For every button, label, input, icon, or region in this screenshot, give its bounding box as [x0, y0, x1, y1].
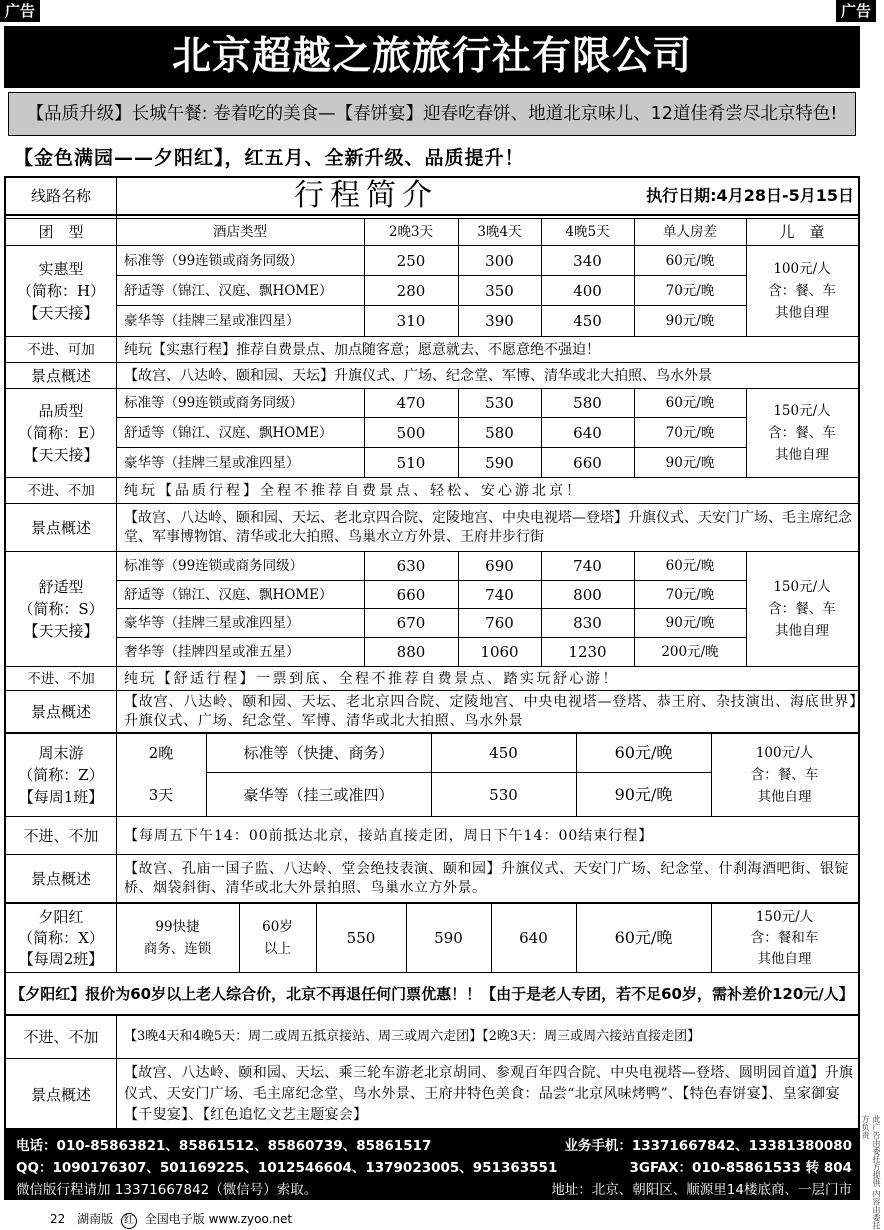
policy-label: 不进、可加	[27, 341, 95, 358]
package-frequency: 【天天接】	[23, 446, 99, 464]
package-abbr: （简称：H）	[16, 282, 106, 300]
phone-numbers: 电话：010-85863821、85861512、85860739、85861517	[16, 1138, 432, 1154]
page-number: 22	[50, 1212, 66, 1226]
package-zhoumo-label	[6, 734, 116, 816]
spots-label: 景点概述	[30, 518, 91, 537]
price-cell: 470	[396, 394, 426, 412]
package-abbr: （简称：Z）	[18, 766, 104, 784]
ad-label-right: 广告	[836, 0, 876, 22]
hotel-cell: 标准等（99连锁或商务同级）	[124, 558, 304, 574]
spots-label: 景点概述	[30, 869, 91, 888]
price-cell: 690	[485, 557, 514, 575]
col-3n4d: 3晚4天	[477, 224, 522, 240]
package-pinzhi-label	[6, 389, 116, 477]
hotel-cell: 舒适等（锦江、汉庭、飘HOME）	[124, 424, 333, 441]
single-supplement-cell: 60元/晚	[614, 928, 673, 947]
package-shihui-label	[6, 246, 116, 336]
price-cell: 550	[346, 929, 376, 947]
qq-numbers: QQ：1090176307、501169225、1012546604、1379023005、951363551	[16, 1160, 558, 1176]
price-cell: 450	[573, 312, 602, 330]
single-supplement-cell: 90元/晚	[665, 454, 715, 471]
single-supplement-cell: 90元/晚	[665, 313, 715, 329]
price-cell: 880	[396, 643, 426, 661]
policy-text: 纯玩【舒适行程】一票到底、全程不推荐自费景点、踏实玩舒心游！	[124, 670, 619, 687]
package-frequency: 【每周2班】	[18, 949, 104, 968]
spots-label: 景点概述	[30, 1085, 91, 1104]
package-name: 周末游	[38, 744, 84, 762]
wechat-note: 微信版行程请加 13371667842（微信号）索取。	[16, 1182, 318, 1198]
package-frequency: 【每周1班】	[18, 788, 104, 806]
price-cell: 1060	[480, 643, 519, 661]
spots-text: 【故宫、八达岭、颐和园、天坛】升旗仪式、广场、纪念堂、军博、清华或北大拍照、鸟水外景	[124, 367, 712, 384]
hotel-cell: 豪华等（挂牌三星或准四星）	[124, 313, 300, 329]
price-cell: 740	[485, 585, 514, 604]
col-group-type: 团 型	[38, 223, 84, 241]
price-cell: 640	[519, 929, 548, 947]
price-cell: 640	[573, 423, 602, 442]
policy-text: 【每周五下午14：00前抵达北京，接站直接走团，周日下午14：00结束行程】	[124, 827, 654, 844]
newspaper-logo-icon: 红	[121, 1213, 137, 1229]
price-cell: 450	[489, 744, 518, 762]
hotel-cell: 豪华等（挂牌三星或准四星）	[124, 615, 300, 631]
price-cell: 510	[396, 453, 426, 472]
price-cell: 830	[573, 614, 602, 632]
duration-nights: 2晚	[148, 744, 174, 762]
price-cell: 580	[485, 423, 514, 442]
single-supplement-cell: 200元/晚	[661, 644, 719, 660]
fax-number: 3GFAX：010-85861533 转 804	[629, 1160, 852, 1176]
hotel-cell: 豪华等（挂三或准四）	[243, 785, 394, 804]
policy-text: 纯玩【实惠行程】推荐自费景点、加点随客意；愿意就去、不愿意绝不强迫！	[124, 341, 600, 358]
price-cell: 250	[396, 251, 426, 270]
hotel-cell: 舒适等（锦江、汉庭、飘HOME）	[124, 282, 333, 299]
site-url: 全国电子版 www.zyoo.net	[144, 1212, 293, 1226]
col-single-supplement: 单人房差	[663, 224, 717, 240]
age-requirement: 60岁 以上	[262, 919, 293, 957]
price-cell: 660	[396, 585, 426, 604]
package-abbr: （简称：X）	[18, 928, 104, 947]
company-title: 北京超越之旅旅行社有限公司	[4, 26, 860, 88]
price-cell: 760	[485, 614, 514, 632]
price-cell: 340	[573, 251, 602, 270]
single-supplement-cell: 70元/晚	[665, 282, 715, 299]
price-cell: 280	[396, 281, 426, 300]
contact-footer	[4, 1130, 860, 1200]
price-cell: 300	[485, 251, 514, 270]
price-cell: 310	[396, 312, 426, 330]
package-xiyang-label	[6, 904, 116, 972]
child-price-cell: 150元/人 含：餐、车 其他自理	[768, 403, 836, 463]
policy-label: 不进、不加	[27, 670, 95, 687]
hotel-cell: 99快捷 商务、连锁	[143, 919, 212, 957]
single-supplement-cell: 60元/晚	[614, 743, 673, 762]
address: 地址：北京、朝阳区、顺源里14楼底商、一层门市	[551, 1182, 852, 1198]
edition-label: 湖南版	[77, 1212, 114, 1226]
single-supplement-cell: 60元/晚	[665, 395, 715, 411]
itinerary-heading: 行程简介	[294, 178, 438, 213]
price-cell: 390	[485, 312, 514, 330]
package-name: 实惠型	[38, 260, 84, 278]
price-cell: 350	[485, 281, 514, 300]
duration-days: 3天	[148, 786, 174, 804]
package-shushi-label	[6, 552, 116, 666]
promo-banner-sunset: 【金色满园——夕阳红】，红五月、全新升级、品质提升！	[14, 147, 525, 169]
hotel-cell: 舒适等（锦江、汉庭、飘HOME）	[124, 586, 333, 603]
spots-label: 景点概述	[30, 366, 91, 385]
ad-label-left: 广告	[0, 0, 40, 22]
price-cell: 670	[396, 614, 426, 632]
price-cell: 590	[485, 453, 514, 472]
hotel-cell: 标准等（99连锁或商务同级）	[124, 252, 304, 269]
package-abbr: （简称：S）	[18, 600, 104, 618]
package-name: 舒适型	[38, 578, 84, 596]
price-cell: 530	[489, 785, 518, 804]
price-cell: 530	[485, 394, 514, 412]
hotel-cell: 标准等（99连锁或商务同级）	[124, 395, 304, 411]
policy-text: 纯玩【品质行程】全程不推荐自费景点、轻松、安心游北京！	[124, 482, 583, 499]
policy-label: 不进、不加	[23, 826, 99, 845]
package-frequency: 【天天接】	[23, 304, 99, 322]
spots-text: 【故宫、八达岭、颐和园、天坛、老北京四合院、定陵地宫、中央电视塔—登塔】升旗仪式、天安门广场、毛主席纪念堂、军事博物馆、清华或北大拍照、鸟巢水立方外景、王府井步行街	[124, 509, 852, 545]
promo-banner-lunch: 【品质升级】长城午餐: 卷着吃的美食—【春饼宴】迎春吃春饼、地道北京味儿、12道佳肴尝尽北京特色!	[8, 92, 856, 136]
single-supplement-cell: 90元/晚	[665, 615, 715, 631]
spots-text: 【故宫、八达岭、颐和园、天坛、老北京四合院、定陵地宫、中央电视塔—登塔、恭王府、杂技演出、海底世界】升旗仪式、广场、纪念堂、军博、清华或北大拍照、鸟水外景	[124, 693, 857, 729]
price-cell: 400	[573, 281, 602, 300]
policy-label: 不进、不加	[23, 1028, 99, 1046]
price-cell: 1230	[568, 643, 607, 661]
single-supplement-cell: 60元/晚	[665, 558, 715, 574]
policy-text: 【3晚4天和4晚5天：周二或周五抵京接站、周三或周六走团】【2晚3天：周三或周六接站直接走团】	[124, 1029, 701, 1044]
execution-dates: 执行日期:4月28日-5月15日	[646, 186, 854, 205]
child-price-cell: 100元/人 含：餐、车 其他自理	[750, 745, 819, 805]
price-cell: 630	[396, 557, 426, 575]
col-2n3d: 2晚3天	[388, 224, 434, 240]
price-cell: 580	[573, 394, 602, 412]
single-supplement-cell: 70元/晚	[665, 586, 715, 603]
package-name: 夕阳红	[38, 907, 84, 926]
package-name: 品质型	[38, 402, 84, 420]
child-price-cell: 150元/人 含：餐和车 其他自理	[750, 908, 819, 967]
child-price-cell: 150元/人 含：餐、车 其他自理	[768, 579, 836, 639]
spots-text: 【故宫、孔庙一国子监、八达岭、堂会绝技表演、颐和园】升旗仪式、天安门广场、纪念堂、什刹海酒吧街、银锭桥、烟袋斜街、清华或北大外景拍照、鸟巢水立方外景。	[124, 860, 849, 896]
col-hotel-type: 酒店类型	[213, 224, 267, 240]
page-footer	[50, 1210, 292, 1229]
child-price-cell: 100元/人 含：餐、车 其他自理	[768, 261, 836, 321]
package-abbr: （简称：E）	[18, 424, 104, 442]
price-cell: 660	[573, 453, 602, 472]
spots-label: 景点概述	[30, 702, 91, 721]
price-cell: 500	[396, 423, 426, 442]
price-cell: 590	[434, 929, 463, 947]
itinerary-table	[4, 176, 860, 1130]
mobile-numbers: 业务手机：13371667842、13381380080	[564, 1138, 852, 1154]
hotel-cell: 奢华等（挂牌四星或准五星）	[124, 644, 300, 660]
single-supplement-cell: 60元/晚	[665, 252, 715, 269]
policy-label: 不进、不加	[27, 482, 95, 499]
package-frequency: 【天天接】	[23, 622, 99, 640]
price-cell: 800	[573, 585, 602, 604]
single-supplement-cell: 70元/晚	[665, 424, 715, 441]
col-child: 儿 童	[779, 223, 825, 241]
col-4n5d: 4晚5天	[565, 224, 610, 240]
price-cell: 740	[573, 557, 602, 575]
side-disclaimer: 此广告由委托方提供 内容由委托方负责	[861, 1115, 881, 1230]
hotel-cell: 豪华等（挂牌三星或准四星）	[124, 454, 300, 471]
spots-text: 【故宫、八达岭、颐和园、天坛、乘三轮车游老北京胡同、参观百年四合院、中央电视塔—登塔、圆明园首道】升旗仪式、天安门广场、毛主席纪念堂、鸟水外景、王府井特色美食：品尝“北京风味烤鸭”、【特色春饼宴】、皇家御宴【千叟宴】、【红色追忆文艺主题宴会】	[124, 1065, 854, 1123]
hotel-cell: 标准等（快捷、商务）	[243, 744, 394, 762]
single-supplement-cell: 90元/晚	[614, 784, 673, 804]
route-name-label: 线路名称	[30, 187, 91, 205]
senior-notice: 【夕阳红】报价为60岁以上老人综合价，北京不再退任何门票优惠！！【由于是老人专团，若不足60岁，需补差价120元/人】	[10, 984, 854, 1003]
